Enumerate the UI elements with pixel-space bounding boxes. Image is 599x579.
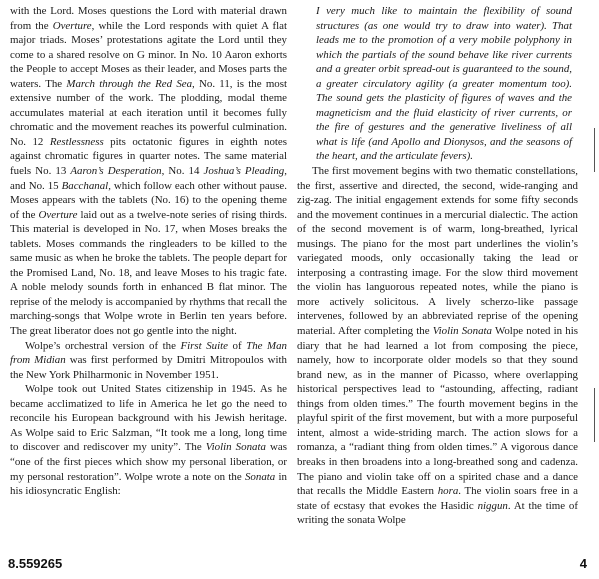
paragraph — [297, 164, 578, 528]
paragraph — [10, 4, 287, 339]
edge-mark — [594, 388, 595, 442]
text-run: , and No. 15 — [10, 165, 287, 192]
text-run: pits octatonic figures in eighth notes against chromatic figures in quarter notes. The same material fuels No. 13 — [10, 135, 287, 178]
text-run: in his idiosyncratic English: — [10, 470, 287, 498]
italic-run: Violin Sonata — [432, 325, 492, 338]
blockquote: I very much like to maintain the flexibility of sound structures (as one would try to draw into water). That leads me to the promotion of a very mobile polyphony in which the partials of the sound behave like river currents and a greater orbit spread-out is guaranteed to the sound, a greater circulatory agility (a greater momentum too). The sound gets the plasticity of figures of waves and the magneticism and the fluid elasticity of river currents, or the fire of gestures and the generative liveliness of all what is life (and Apollo and Dionysos, and the seasons of the heart, and the articulate fevers). — [316, 5, 572, 163]
right-column — [297, 4, 578, 528]
italic-run: March through the Red Sea — [66, 77, 193, 90]
text-run: with the Lord. Moses questions the Lord with material drawn from the — [10, 5, 287, 32]
italic-run: The Man from Midian — [10, 339, 287, 367]
text-run: The first movement begins with two thematic constellations, the first, assertive and directed, the second, wide-ranging and zig-zag. The initial engagement extends for some fifty seconds and the movement continues in a mercurial dialectic. The action of the second movement is of warm, long-breathed, lyrical musings. The piano for the most part underlines the violin’s variegated moods, only occasionally taking the lead or interposing a contrasting image. For the slow third movement the violin has languorous repeated notes, while the piano is more actively solicitous. A lively scherzo-like passage intervenes, followed by an abbreviated reprise of the opening material. After completing the — [297, 165, 578, 338]
paragraph — [10, 339, 287, 383]
italic-run: First Suite — [180, 339, 228, 352]
text-run: , while the Lord responds with quiet A flat major triads. Moses’ protestations agitate the Lord until they come to a shared resolve on G minor. In No. 10 Aaron exhorts the People to accept Moses as their leader, and Moses parts the waters. The — [10, 19, 287, 90]
text-run: Wolpe took out United States citizenship in 1945. As he became acclimatized to life in America he let go the need to reconcile his European background with his Jewish heritage. As Wolpe said to Eric Salzman, “It took me a long, long time to discover and rediscover my unity”. The — [10, 383, 287, 454]
text-run: , No. 11, is the most extensive number of the work. The plodding, modal theme accumulates material at each iteration until it becomes fully chromatic and the movement reaches its powerful culmination. No. 12 — [10, 77, 287, 148]
catalogue-number: 8.559265 — [8, 556, 63, 571]
italic-run: Overture — [38, 208, 78, 221]
italic-run: niggun — [477, 499, 508, 512]
text-run: was “one of the first pieces which show my personal liberation, or my personal restoration”. Wolpe wrote a note on the — [10, 441, 287, 483]
italic-run: Violin Sonata — [205, 441, 266, 454]
italic-run: Restlessness — [49, 135, 104, 148]
italic-run: Bacchanal — [61, 179, 109, 192]
text-run: Wolpe’s orchestral version of the — [25, 339, 181, 352]
italic-run: hora — [437, 485, 459, 498]
left-column — [10, 4, 287, 499]
page-number: 4 — [579, 556, 587, 571]
edge-mark — [594, 128, 595, 172]
italic-run: Aaron’s Desperation — [70, 165, 162, 178]
text-run: . At the time of writing the sonata Wolpe — [297, 499, 578, 527]
text-run: of — [228, 339, 247, 352]
text-run: , which follow each other without pause. Moses appears with the tablets (No. 16) to the opening theme of the — [10, 179, 287, 221]
text-run: laid out as a twelve-note series of rising thirds. This material is developed in No. 17, when Moses breaks the tablets. Moses commands the ringleaders to be killed to the same music as when he broke the tablets. The people depart for the Promised Land, No. 18, and leave Moses to his tragic fate. A noble melody sounds forth in enhanced B flat minor. The reprise of the melody is accompanied by rhythms that recall the marching-songs that Wolpe wrote in Berlin ten years before. The great liberator does not go gentle into the night. — [10, 208, 288, 338]
italic-run: Overture — [52, 19, 92, 32]
italic-run: Sonata — [244, 470, 276, 483]
text-run: , No. 14 — [161, 165, 204, 178]
italic-run: Joshua’s Pleading — [203, 165, 285, 178]
paragraph — [10, 382, 287, 498]
text-run: Wolpe noted in his diary that he had learned a lot from composing the piece, namely, how to incorporate older models so that they sound brand new, as in the manner of Picasso, where overlapping historical perspectives lead to “astounding, affecting, radiant things from olden times.” The fourth movement begins in the playful spirit of the first movement, but with a more purposeful intent, almost a wide-striding march. The action slows for a romanza, a “radiant thing from olden times.” A vigorous dance breaks in then broadens into a long-breathed song and cadenza. The piano and violin take off on a spirited chase and a dance that recalls the Middle Eastern — [297, 325, 578, 498]
text-run: was first performed by Dmitri Mitropoulos with the New York Philharmonic in November 1951. — [10, 354, 287, 381]
text-run: . The violin soars free in a state of ecstasy that evokes the Hasidic — [297, 485, 578, 512]
